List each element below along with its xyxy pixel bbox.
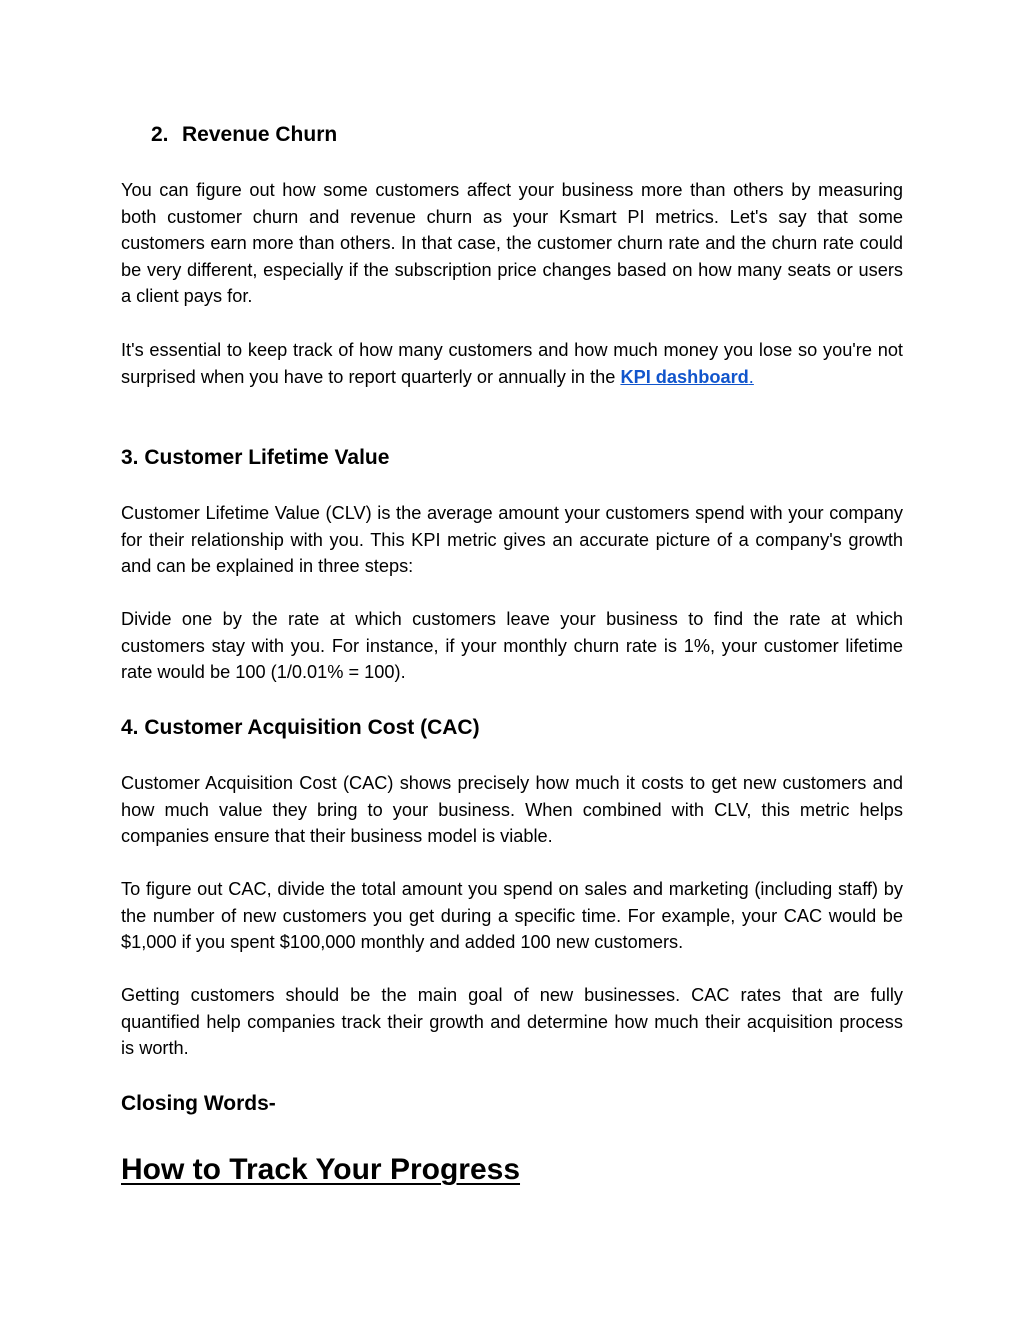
link-period: . [748, 366, 754, 387]
heading-customer-lifetime-value: 3. Customer Lifetime Value [121, 446, 390, 469]
heading-how-to-track-progress: How to Track Your Progress [121, 1153, 521, 1186]
paragraph-clv-2: Divide one by the rate at which customers leave your business to find the rate at which customers stay with you. For instance, if your monthly churn rate is 1%, your customer lifetime rate would be 100 (1/0.01% = 100). [121, 609, 903, 683]
paragraph-cac-2: To figure out CAC, divide the total amount you spend on sales and marketing (including staff) by the number of new customers you get during a specific time. For example, your CAC would be $1,000 if you spent $100,000 monthly and added 100 new customers. [121, 879, 903, 953]
paragraph-revenue-churn-1: You can figure out how some customers affect your business more than others by measuring both customer churn and revenue churn as your Ksmart PI metrics. Let's say that some customers earn more than others. In that case, the customer churn rate and the churn rate could be very different, especially if the subscription price changes based on how many seats or users a client pays for. [121, 180, 903, 307]
heading-closing-words: Closing Words- [121, 1092, 276, 1115]
paragraph-clv-1: Customer Lifetime Value (CLV) is the average amount your customers spend with your company for their relationship with you. This KPI metric gives an accurate picture of a company's growth and can be explained in three steps: [121, 503, 903, 577]
paragraph-text: It's essential to keep track of how many customers and how much money you lose so you're not surprised when you have to report quarterly or annually in the [121, 340, 903, 387]
heading-title: Revenue Churn [182, 123, 338, 146]
kpi-dashboard-link[interactable]: KPI dashboard [620, 366, 749, 387]
heading-customer-acquisition-cost: 4. Customer Acquisition Cost (CAC) [121, 716, 480, 739]
heading-revenue-churn [151, 121, 337, 149]
paragraph-cac-3: Getting customers should be the main goal of new businesses. CAC rates that are fully quantified help companies track their growth and determine how much their acquisition process is worth. [121, 985, 903, 1059]
paragraph-cac-1: Customer Acquisition Cost (CAC) shows precisely how much it costs to get new customers and how much value they bring to your business. When combined with CLV, this metric helps companies ensure that their business model is viable. [121, 773, 903, 847]
paragraph-revenue-churn-2 [121, 337, 903, 390]
heading-number: 2. [151, 123, 169, 146]
